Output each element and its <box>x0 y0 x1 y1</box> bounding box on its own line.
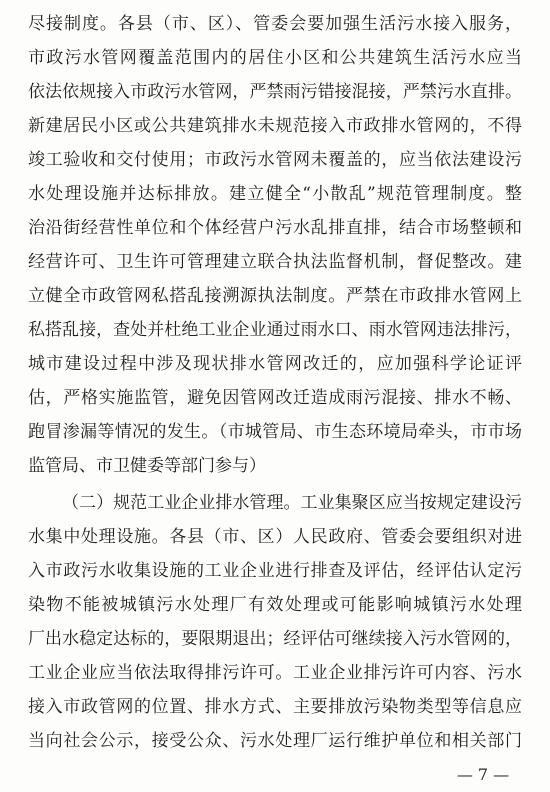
paragraph-1-line-12: 估，严格实施监管，避免因管网改迁造成雨污混接、排水不畅、 <box>28 388 522 408</box>
paragraph-2-line-1: （二）规范工业企业排水管理。工业集聚区应当按规定建设污 <box>62 493 522 513</box>
paragraph-2-line-8: 当向社会公示，接受公众、污水处理厂运行维护单位和相关部门 <box>28 731 522 751</box>
paragraph-2-line-7: 接入市政管网的位置、排水方式、主要排放污染物类型等信息应 <box>28 697 522 717</box>
paragraph-1-line-7: 治沿街经营性单位和个体经营户污水乱排直排，结合市场整顿和 <box>28 218 522 238</box>
paragraph-2-line-5: 厂出水稳定达标的，要限期退出；经评估可继续接入污水管网的， <box>28 629 522 649</box>
paragraph-1-line-11: 城市建设过程中涉及现状排水管网改迁的，应加强科学论证评 <box>28 354 522 374</box>
paragraph-2-line-4: 染物不能被城镇污水处理厂有效处理或可能影响城镇污水处理 <box>28 595 522 615</box>
paragraph-1-line-10: 私搭乱接，查处并杜绝工业企业通过雨水口、雨水管网违法排污， <box>28 320 522 340</box>
paragraph-1-line-4: 新建居民小区或公共建筑排水未规范接入市政排水管网的，不得 <box>28 116 522 136</box>
paragraph-1-line-13: 跑冒渗漏等情况的发生。（市城管局、市生态环境局牵头，市市场 <box>28 422 522 442</box>
paragraph-1-line-6: 水处理设施并达标排放。建立健全“小散乱”规范管理制度。整 <box>28 184 522 204</box>
page-number: — 7 — <box>456 765 510 784</box>
paragraph-1-line-8: 经营许可、卫生许可管理建立联合执法监督机制，督促整改。建 <box>28 252 522 272</box>
paragraph-1-line-5: 竣工验收和交付使用；市政污水管网未覆盖的，应当依法建设污 <box>28 150 522 170</box>
paragraph-1-line-9: 立健全市政管网私搭乱接溯源执法制度。严禁在市政排水管网上 <box>28 286 522 306</box>
paragraph-2-line-3: 入市政污水收集设施的工业企业进行排查及评估，经评估认定污 <box>28 561 522 581</box>
paragraph-1-line-14: 监管局、市卫健委等部门参与） <box>28 456 266 476</box>
paragraph-1-line-3: 依法依规接入市政污水管网，严禁雨污错接混接，严禁污水直排。 <box>28 82 522 102</box>
paragraph-1-line-1: 尽接制度。各县（市、区）、管委会要加强生活污水接入服务， <box>28 14 522 34</box>
paragraph-1-line-2: 市政污水管网覆盖范围内的居住小区和公共建筑生活污水应当 <box>28 48 522 68</box>
paragraph-2-line-2: 水集中处理设施。各县（市、区）人民政府、管委会要组织对进 <box>28 527 522 547</box>
paragraph-2-line-6: 工业企业应当依法取得排污许可。工业企业排污许可内容、污水 <box>28 663 522 683</box>
